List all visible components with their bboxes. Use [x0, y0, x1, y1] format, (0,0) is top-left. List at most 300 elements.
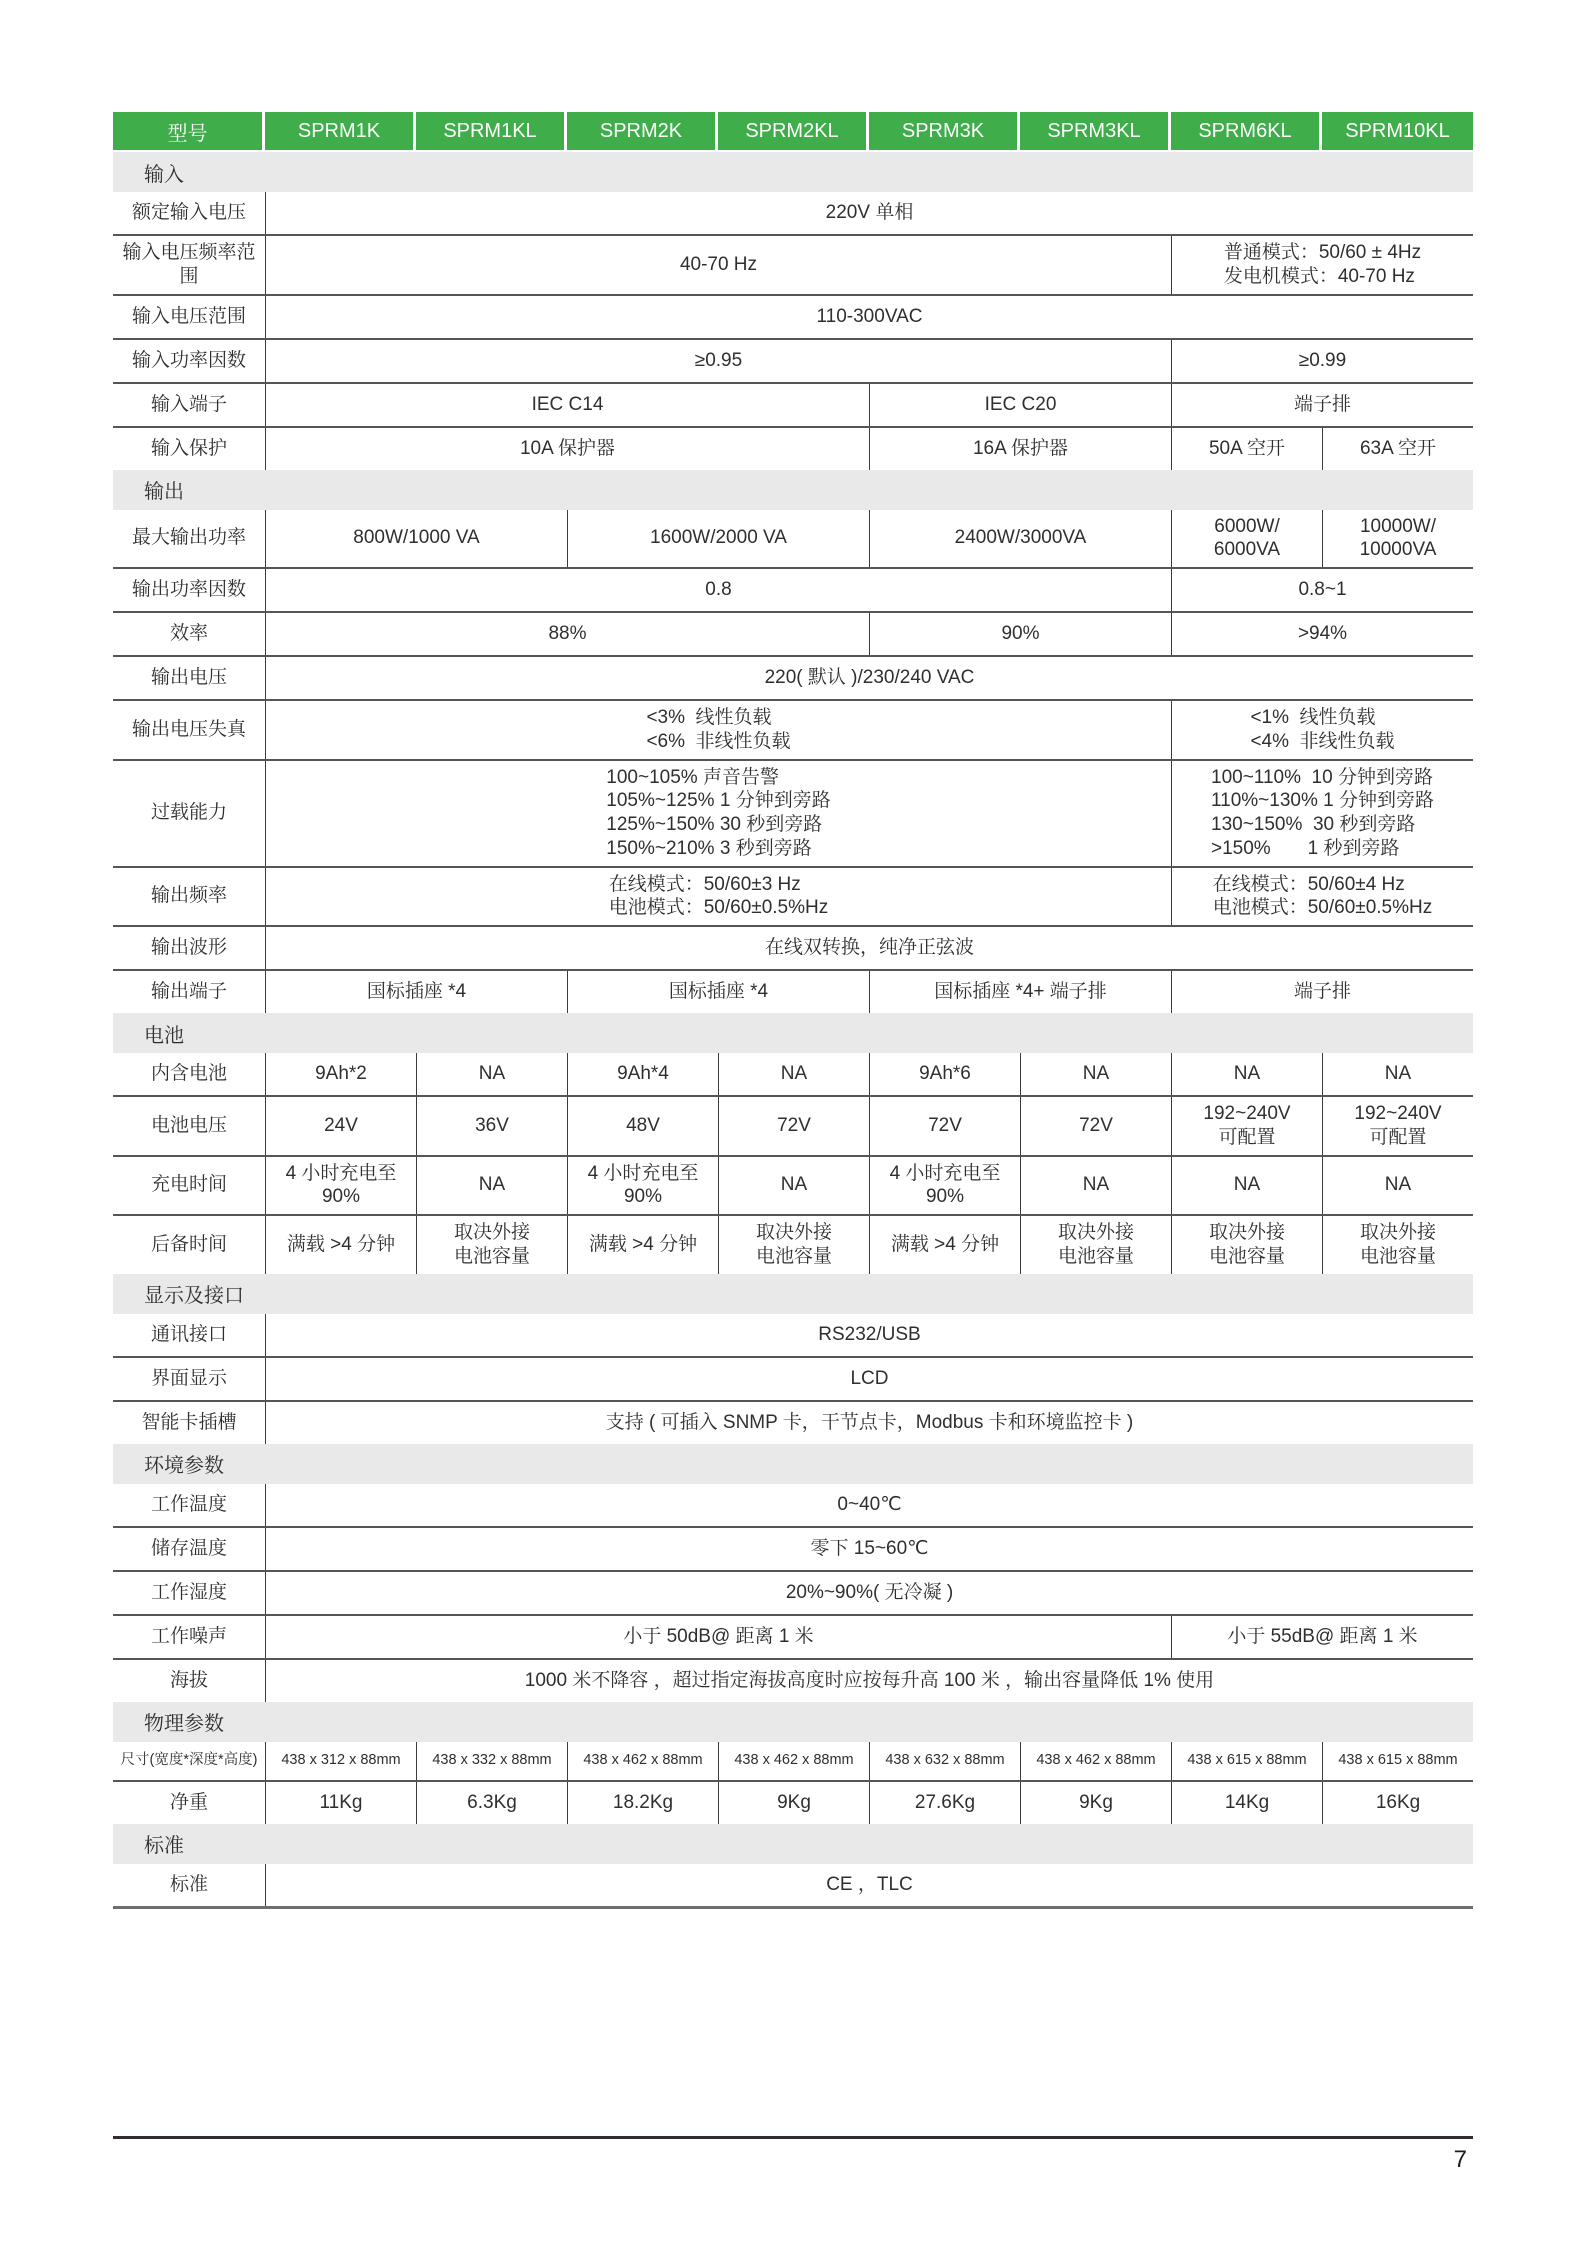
spec-value — [525, 1669, 1214, 1693]
spec-value — [1209, 437, 1285, 461]
spec-row — [113, 657, 1473, 701]
spec-value-line: 90% — [1001, 623, 1040, 645]
spec-value-line: 18.2Kg — [612, 1791, 674, 1813]
spec-value-cell — [1322, 1782, 1473, 1824]
row-label-text: 工作湿度 — [150, 1581, 227, 1603]
spec-value — [885, 1751, 1004, 1769]
spec-value-line: 1000 米不降容 ，超过指定海拔高度时应按每升高 100 米 ，输出容量降低 1% 使用 — [524, 1669, 1215, 1691]
spec-value — [1079, 1114, 1113, 1138]
spec-value — [1298, 578, 1346, 602]
spec-value-cell — [1020, 1097, 1171, 1155]
spec-value — [1385, 1173, 1411, 1197]
spec-value — [915, 1791, 975, 1815]
spec-value-line: 9Ah*4 — [617, 1063, 669, 1085]
model-header-row — [113, 112, 1473, 152]
spec-value-line: 发电机模式：40-70 Hz — [1223, 265, 1415, 287]
spec-row — [113, 1157, 1473, 1217]
spec-value-line: 取决外接 — [1208, 1222, 1285, 1243]
spec-value-line: 220( 默认 )/230/240 VAC — [764, 667, 975, 689]
row-label-text: 输入电压范围 — [131, 305, 246, 327]
spec-value-line: 438 x 632 x 88mm — [885, 1752, 1005, 1769]
row-label-text: 界面显示 — [150, 1367, 227, 1389]
spec-value-line: 72V — [1079, 1114, 1113, 1136]
section-label: 环境参数 — [144, 1455, 224, 1477]
header-cell-model-sprm6kl: SPRM6KL — [1171, 112, 1322, 150]
spec-row — [113, 971, 1473, 1013]
spec-value-line: 满载 >4 分钟 — [286, 1233, 396, 1255]
row-label-text: 最大输出功率 — [131, 527, 246, 549]
spec-value — [781, 1062, 807, 1086]
row-label — [113, 428, 265, 470]
spec-value-line: 电池容量 — [1208, 1245, 1285, 1267]
spec-row — [113, 192, 1473, 236]
spec-value — [756, 1221, 832, 1269]
spec-value-cell — [1171, 868, 1473, 926]
spec-value-line: 438 x 312 x 88mm — [281, 1752, 401, 1769]
header-cell-model-sprm2k: SPRM2K — [567, 112, 718, 150]
row-label — [113, 761, 265, 866]
row-label — [113, 1216, 265, 1274]
spec-value — [1294, 393, 1351, 417]
row-label-text: 工作温度 — [150, 1493, 227, 1515]
spec-value-line: RS232/USB — [818, 1323, 921, 1345]
spec-value-line: 48V — [626, 1114, 660, 1136]
spec-value-line: 端子排 — [1293, 981, 1351, 1003]
spec-value-line: 192~240V — [1354, 1103, 1442, 1124]
spec-row — [113, 1314, 1473, 1358]
spec-row — [113, 1402, 1473, 1444]
spec-value-cell — [567, 1053, 718, 1095]
spec-value-line: 4 小时充电至 — [889, 1162, 1001, 1184]
spec-value-line: 电池模式：50/60±0.5%Hz — [1212, 897, 1433, 919]
spec-value-line: 可配置 — [1218, 1126, 1276, 1148]
spec-value-line: 10000W/ — [1359, 515, 1437, 537]
spec-value-line: 0.8 — [705, 579, 732, 601]
spec-value-line: NA — [1233, 1174, 1261, 1196]
spec-value-cell — [1171, 569, 1473, 611]
row-label — [113, 296, 265, 338]
spec-value-line: 800W/1000 VA — [353, 527, 480, 549]
spec-row — [113, 1782, 1473, 1824]
spec-row — [113, 1484, 1473, 1528]
spec-value-line: 国标插座 *4+ 端子排 — [934, 981, 1107, 1003]
spec-value-cell — [265, 1402, 1473, 1444]
row-label-text: 输入保护 — [150, 437, 227, 459]
spec-value — [985, 393, 1057, 417]
spec-value-cell — [1322, 1053, 1473, 1095]
spec-value-line: 支持 ( 可插入 SNMP 卡，干节点卡，Modbus 卡和环境监控卡 ) — [605, 1411, 1134, 1433]
spec-value-cell — [718, 1216, 869, 1274]
spec-value-line: 电池容量 — [1057, 1245, 1134, 1267]
spec-value-cell — [1171, 761, 1473, 866]
spec-value-line: 4 小时充电至 — [587, 1162, 699, 1184]
spec-row — [113, 1358, 1473, 1402]
spec-value — [1079, 1791, 1113, 1815]
spec-value-line: 90% — [623, 1186, 662, 1208]
section-label: 输出 — [144, 481, 184, 503]
row-label-text: 净重 — [169, 1791, 208, 1813]
spec-value-cell — [1020, 1157, 1171, 1215]
row-label-text: 智能卡插槽 — [141, 1411, 237, 1433]
spec-value-line: >150% 1 秒到旁路 — [1211, 837, 1400, 859]
spec-value — [609, 873, 829, 921]
spec-row — [113, 236, 1473, 296]
spec-value-line: 438 x 462 x 88mm — [1036, 1752, 1156, 1769]
spec-value-line: NA — [1233, 1063, 1261, 1085]
spec-value-line: <1% 线性负载 — [1250, 707, 1376, 728]
spec-value — [1250, 706, 1394, 754]
spec-value-cell — [265, 1053, 416, 1095]
spec-value-line: 88% — [548, 623, 587, 645]
spec-value-cell — [1171, 1216, 1322, 1274]
spec-value — [548, 622, 586, 646]
spec-value — [287, 1233, 395, 1257]
spec-value-cell — [416, 1782, 567, 1824]
spec-value — [1001, 622, 1039, 646]
spec-value-line: ≥0.95 — [694, 349, 743, 371]
spec-row — [113, 1616, 1473, 1660]
spec-value-line: 9Ah*6 — [919, 1063, 971, 1085]
spec-value-line: 110-300VAC — [816, 305, 923, 327]
spec-value-line: NA — [1384, 1174, 1412, 1196]
spec-value-line: 192~240V — [1203, 1103, 1291, 1124]
spec-value-cell — [1171, 340, 1473, 382]
spec-value — [1058, 1221, 1134, 1269]
spec-value-cell — [265, 971, 567, 1013]
spec-value — [928, 1114, 962, 1138]
row-label — [113, 1572, 265, 1614]
spec-value-line: 电池模式：50/60±0.5%Hz — [608, 897, 829, 919]
spec-value-cell — [265, 192, 1473, 234]
row-label — [113, 340, 265, 382]
spec-value-line: 90% — [925, 1186, 964, 1208]
spec-value-line: <3% 线性负载 — [646, 707, 772, 728]
spec-row — [113, 1053, 1473, 1097]
spec-value-cell — [869, 1782, 1020, 1824]
spec-value-line: IEC C14 — [531, 393, 604, 415]
row-label-text: 输出电压失真 — [131, 718, 246, 740]
spec-value-line: 16A 保护器 — [972, 437, 1069, 459]
spec-value-line: 438 x 462 x 88mm — [734, 1752, 854, 1769]
section-label: 标准 — [144, 1835, 184, 1857]
spec-value-line: 14Kg — [1224, 1791, 1270, 1813]
spec-value-line: 满载 >4 分钟 — [588, 1233, 698, 1255]
spec-value-line: NA — [1082, 1063, 1110, 1085]
spec-value-line: NA — [1082, 1174, 1110, 1196]
spec-value — [919, 1062, 971, 1086]
spec-value-line: 0.8~1 — [1298, 579, 1347, 601]
spec-value — [837, 1493, 901, 1517]
spec-value — [588, 1162, 699, 1210]
spec-row — [113, 428, 1473, 470]
spec-value-cell — [869, 1157, 1020, 1215]
spec-value — [734, 1751, 853, 1769]
spec-value — [315, 1062, 367, 1086]
spec-value-cell — [1020, 1216, 1171, 1274]
header-cell-model-sprm1kl: SPRM1KL — [416, 112, 567, 150]
row-label — [113, 1053, 265, 1095]
spec-value-line: 40-70 Hz — [679, 253, 758, 275]
spec-value-cell — [265, 613, 869, 655]
spec-value — [891, 1233, 999, 1257]
spec-value-line: 6000VA — [1213, 539, 1281, 561]
spec-value-cell — [416, 1157, 567, 1215]
row-label — [113, 1484, 265, 1526]
row-label-text: 储存温度 — [150, 1537, 227, 1559]
spec-value — [826, 1873, 913, 1897]
header-cell-model-sprm1k: SPRM1K — [265, 112, 416, 150]
spec-value — [613, 1791, 673, 1815]
row-label-text: 输入电压频率范围 — [122, 242, 256, 287]
spec-value — [479, 1062, 505, 1086]
spec-value-cell — [567, 510, 869, 568]
spec-value-cell — [1020, 1782, 1171, 1824]
spec-value-cell — [265, 927, 1473, 969]
spec-value — [1354, 1102, 1441, 1150]
spec-value — [432, 1751, 551, 1769]
row-label-text: 输出波形 — [150, 937, 227, 959]
spec-value — [695, 349, 742, 373]
spec-value-line: 9Kg — [1079, 1791, 1113, 1813]
section-label: 电池 — [144, 1024, 184, 1047]
spec-value — [1083, 1062, 1109, 1086]
spec-value-cell — [265, 1097, 416, 1155]
spec-value — [1209, 1221, 1285, 1269]
spec-value-cell — [1020, 1053, 1171, 1095]
row-label-text: 后备时间 — [150, 1233, 227, 1255]
row-label-text: 输出功率因数 — [131, 579, 246, 601]
spec-value-cell — [567, 1097, 718, 1155]
spec-value — [1224, 241, 1421, 289]
section-header — [113, 1702, 1473, 1742]
row-label — [113, 701, 265, 759]
spec-value-line: 130~150% 30 秒到旁路 — [1211, 814, 1416, 835]
spec-value — [324, 1114, 358, 1138]
spec-value-cell — [265, 1742, 416, 1780]
spec-value-cell — [265, 1484, 1473, 1526]
row-label — [113, 1742, 265, 1780]
spec-value — [669, 980, 768, 1004]
spec-value-line: NA — [780, 1174, 808, 1196]
spec-value-line: LCD — [850, 1367, 889, 1389]
spec-value — [589, 1233, 697, 1257]
spec-value-line: IEC C20 — [984, 393, 1057, 415]
spec-value-line: 100~105% 声音告警 — [606, 766, 779, 788]
spec-value-line: 438 x 615 x 88mm — [1338, 1752, 1458, 1769]
row-label — [113, 192, 265, 234]
spec-value — [786, 1581, 953, 1605]
row-label — [113, 1314, 265, 1356]
spec-value-cell — [265, 1216, 416, 1274]
row-label-text: 通讯接口 — [150, 1323, 227, 1345]
spec-value-line: 438 x 332 x 88mm — [432, 1752, 552, 1769]
spec-value-line: 电池容量 — [755, 1245, 832, 1267]
row-label — [113, 613, 265, 655]
spec-value-cell — [869, 971, 1171, 1013]
spec-value — [705, 578, 731, 602]
row-label — [113, 384, 265, 426]
spec-value-cell — [567, 1742, 718, 1780]
row-label-text: 输入端子 — [150, 393, 227, 415]
spec-value-line: 72V — [777, 1114, 811, 1136]
spec-value — [454, 1221, 530, 1269]
row-label-text: 工作噪声 — [150, 1625, 227, 1647]
section-header — [113, 1013, 1473, 1053]
spec-value-cell — [265, 510, 567, 568]
header-cell-model-sprm3k: SPRM3K — [869, 112, 1020, 150]
spec-value-cell — [869, 384, 1171, 426]
spec-value-line: 6.3Kg — [467, 1791, 517, 1813]
spec-value-cell — [265, 428, 869, 470]
spec-row — [113, 569, 1473, 613]
spec-value-cell — [1171, 701, 1473, 759]
spec-value — [955, 526, 1087, 550]
row-label — [113, 1402, 265, 1444]
row-label-text: 充电时间 — [150, 1174, 227, 1196]
spec-row — [113, 1097, 1473, 1157]
section-header — [113, 470, 1473, 510]
spec-value — [353, 526, 479, 550]
spec-value-line: 438 x 462 x 88mm — [583, 1752, 703, 1769]
spec-value-cell — [1171, 384, 1473, 426]
spec-value-line: 36V — [475, 1114, 509, 1136]
spec-value-cell — [567, 1157, 718, 1215]
spec-value-line: 90% — [321, 1186, 360, 1208]
spec-value-line: CE ，TLC — [826, 1873, 913, 1895]
spec-value-line: 9Ah*2 — [315, 1063, 367, 1085]
row-label-text: 标准 — [169, 1873, 208, 1895]
row-label — [113, 971, 265, 1013]
spec-value — [1360, 437, 1436, 461]
header-cell-model-sprm2kl: SPRM2KL — [718, 112, 869, 150]
spec-value-cell — [265, 1616, 1171, 1658]
spec-value-cell — [718, 1742, 869, 1780]
spec-value — [1214, 515, 1280, 563]
spec-value-cell — [1322, 1157, 1473, 1215]
spec-row — [113, 613, 1473, 657]
spec-value — [934, 980, 1107, 1004]
spec-value-line: 取决外接 — [1359, 1222, 1436, 1243]
row-label — [113, 1616, 265, 1658]
spec-value-line: >94% — [1297, 623, 1348, 645]
spec-value-cell — [567, 971, 869, 1013]
spec-value-line: 16Kg — [1375, 1791, 1421, 1813]
row-label-text: 电池电压 — [150, 1114, 227, 1136]
spec-value-line: NA — [478, 1063, 506, 1085]
spec-row — [113, 384, 1473, 428]
spec-value-line: 在线双转换，纯净正弦波 — [764, 937, 974, 959]
spec-value — [281, 1751, 400, 1769]
spec-value-line: <4% 非线性负载 — [1250, 730, 1395, 752]
spec-value-line: 4 小时充电至 — [285, 1162, 397, 1184]
spec-row — [113, 1742, 1473, 1782]
spec-value — [818, 1323, 920, 1347]
spec-value — [479, 1173, 505, 1197]
spec-value-line: 50A 空开 — [1208, 437, 1286, 459]
spec-value-cell — [265, 1157, 416, 1215]
spec-value — [1187, 1751, 1306, 1769]
spec-value — [606, 766, 830, 861]
spec-value — [1036, 1751, 1155, 1769]
header-cell-model-label: 型号 — [113, 112, 265, 150]
spec-row — [113, 1528, 1473, 1572]
spec-value-cell — [265, 1572, 1473, 1614]
spec-row — [113, 296, 1473, 340]
spec-value — [626, 1114, 660, 1138]
spec-value — [1338, 1751, 1457, 1769]
spec-row — [113, 761, 1473, 868]
spec-value — [777, 1114, 811, 1138]
spec-value — [1360, 515, 1437, 563]
spec-value — [532, 393, 604, 417]
spec-value — [1360, 1221, 1436, 1269]
spec-value — [646, 706, 790, 754]
row-label — [113, 868, 265, 926]
spec-value-line: 取决外接 — [453, 1222, 530, 1243]
spec-value-cell — [265, 761, 1171, 866]
row-label-text: 效率 — [169, 623, 208, 645]
spec-value-cell — [567, 1216, 718, 1274]
spec-value-cell — [1322, 428, 1473, 470]
spec-value — [811, 1537, 929, 1561]
spec-value-cell — [1322, 1742, 1473, 1780]
spec-value-line: 端子排 — [1293, 393, 1351, 415]
spec-value-line: 11Kg — [319, 1791, 363, 1813]
spec-value-cell — [567, 1782, 718, 1824]
spec-value — [680, 253, 757, 277]
spec-value-line: 1600W/2000 VA — [650, 527, 787, 549]
row-label — [113, 1528, 265, 1570]
spec-value — [973, 437, 1068, 461]
spec-value-line: 国标插座 *4 — [668, 981, 769, 1003]
spec-value-cell — [869, 510, 1171, 568]
spec-value-cell — [869, 613, 1171, 655]
spec-value-cell — [1171, 1053, 1322, 1095]
spec-row — [113, 701, 1473, 761]
spec-value-cell — [265, 1864, 1473, 1906]
row-label-text: 输入功率因数 — [131, 349, 246, 371]
row-label-text: 输出电压 — [150, 667, 227, 689]
spec-value — [1234, 1062, 1260, 1086]
row-label — [113, 1157, 265, 1215]
spec-value-cell — [869, 428, 1171, 470]
spec-value-cell — [265, 868, 1171, 926]
row-label — [113, 657, 265, 699]
row-label — [113, 1864, 265, 1906]
spec-value-cell — [1171, 428, 1322, 470]
spec-value-cell — [265, 340, 1171, 382]
spec-value — [1203, 1102, 1290, 1150]
spec-value-cell — [416, 1053, 567, 1095]
row-label — [113, 569, 265, 611]
spec-value — [650, 526, 787, 550]
spec-value-line: 100~110% 10 分钟到旁路 — [1211, 766, 1433, 788]
row-label-text: 额定输入电压 — [131, 202, 246, 224]
spec-value-cell — [416, 1097, 567, 1155]
spec-value-cell — [1171, 971, 1473, 1013]
spec-value-line: 9Kg — [777, 1791, 811, 1813]
spec-value — [286, 1162, 397, 1210]
spec-row — [113, 1572, 1473, 1616]
spec-value-line: 150%~210% 3 秒到旁路 — [606, 837, 812, 859]
spec-value — [777, 1791, 811, 1815]
spec-value-line: 10000VA — [1359, 539, 1437, 561]
section-label: 显示及接口 — [144, 1285, 244, 1307]
spec-value — [781, 1173, 807, 1197]
spec-value-line: 国标插座 *4 — [366, 981, 467, 1003]
spec-value-line: 满载 >4 分钟 — [890, 1233, 1000, 1255]
spec-row — [113, 868, 1473, 928]
